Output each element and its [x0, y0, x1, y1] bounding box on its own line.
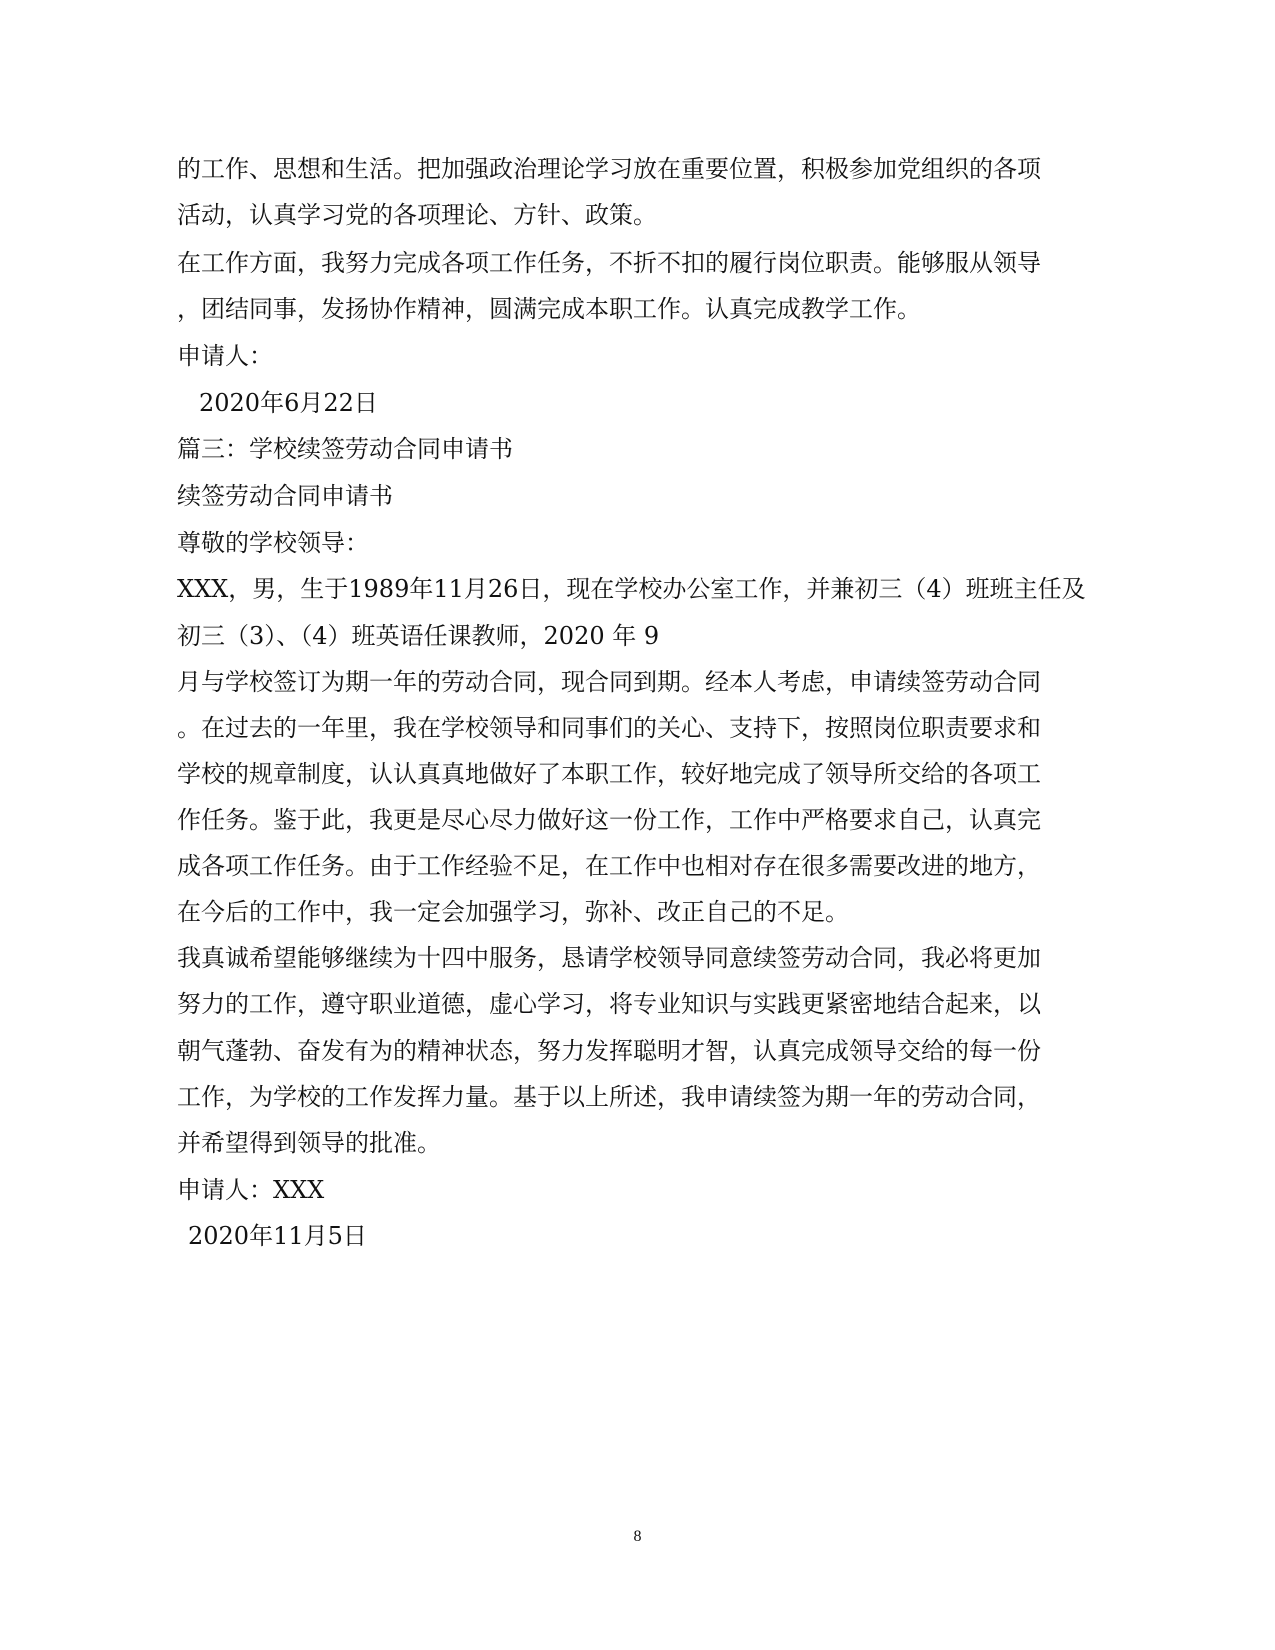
paragraph-line: 。在过去的一年里，我在学校领导和同事们的关心、支持下，按照岗位职责要求和	[177, 714, 1041, 742]
paragraph-line: 努力的工作，遵守职业道德，虚心学习，将专业知识与实践更紧密地结合起来，以	[177, 990, 1041, 1018]
paragraph-line: 并希望得到领导的批准。	[177, 1129, 441, 1157]
paragraph-line: 在今后的工作中，我一定会加强学习，弥补、改正自己的不足。	[177, 898, 849, 926]
paragraph-line: 学校的规章制度，认认真真地做好了本职工作，较好地完成了领导所交给的各项工	[177, 760, 1041, 788]
paragraph-line: 成各项工作任务。由于工作经验不足，在工作中也相对存在很多需要改进的地方，	[177, 852, 1041, 880]
date-line: 2020年6月22日	[199, 389, 378, 417]
paragraph-line: XXX，男，生于1989年11月26日，现在学校办公室工作，并兼初三（4）班班主任及	[177, 575, 1086, 603]
paragraph-line: 活动，认真学习党的各项理论、方针、政策。	[177, 201, 657, 229]
applicant-signature: 申请人：XXX	[177, 1176, 325, 1204]
section-heading: 篇三：学校续签劳动合同申请书	[177, 435, 513, 463]
paragraph-line: 作任务。鉴于此，我更是尽心尽力做好这一份工作，工作中严格要求自己，认真完	[177, 806, 1041, 834]
date-line: 2020年11月5日	[188, 1222, 367, 1250]
salutation: 尊敬的学校领导：	[177, 529, 369, 557]
paragraph-line: 工作，为学校的工作发挥力量。基于以上所述，我申请续签为期一年的劳动合同，	[177, 1083, 1041, 1111]
paragraph-line: 月与学校签订为期一年的劳动合同，现合同到期。经本人考虑，申请续签劳动合同	[177, 668, 1041, 696]
paragraph-line: 朝气蓬勃、奋发有为的精神状态，努力发挥聪明才智，认真完成领导交给的每一份	[177, 1037, 1041, 1065]
document-title: 续签劳动合同申请书	[177, 482, 393, 510]
paragraph-line: 我真诚希望能够继续为十四中服务，恳请学校领导同意续签劳动合同，我必将更加	[177, 944, 1041, 972]
applicant-label: 申请人：	[177, 342, 273, 370]
paragraph-line: 在工作方面，我努力完成各项工作任务，不折不扣的履行岗位职责。能够服从领导	[177, 249, 1041, 277]
page-number: 8	[633, 1528, 642, 1545]
paragraph-line: 初三（3）、（4）班英语任课教师，2020 年 9	[177, 622, 660, 650]
paragraph-line: 的工作、思想和生活。把加强政治理论学习放在重要位置，积极参加党组织的各项	[177, 155, 1041, 183]
paragraph-line: ，团结同事，发扬协作精神，圆满完成本职工作。认真完成教学工作。	[177, 295, 921, 323]
